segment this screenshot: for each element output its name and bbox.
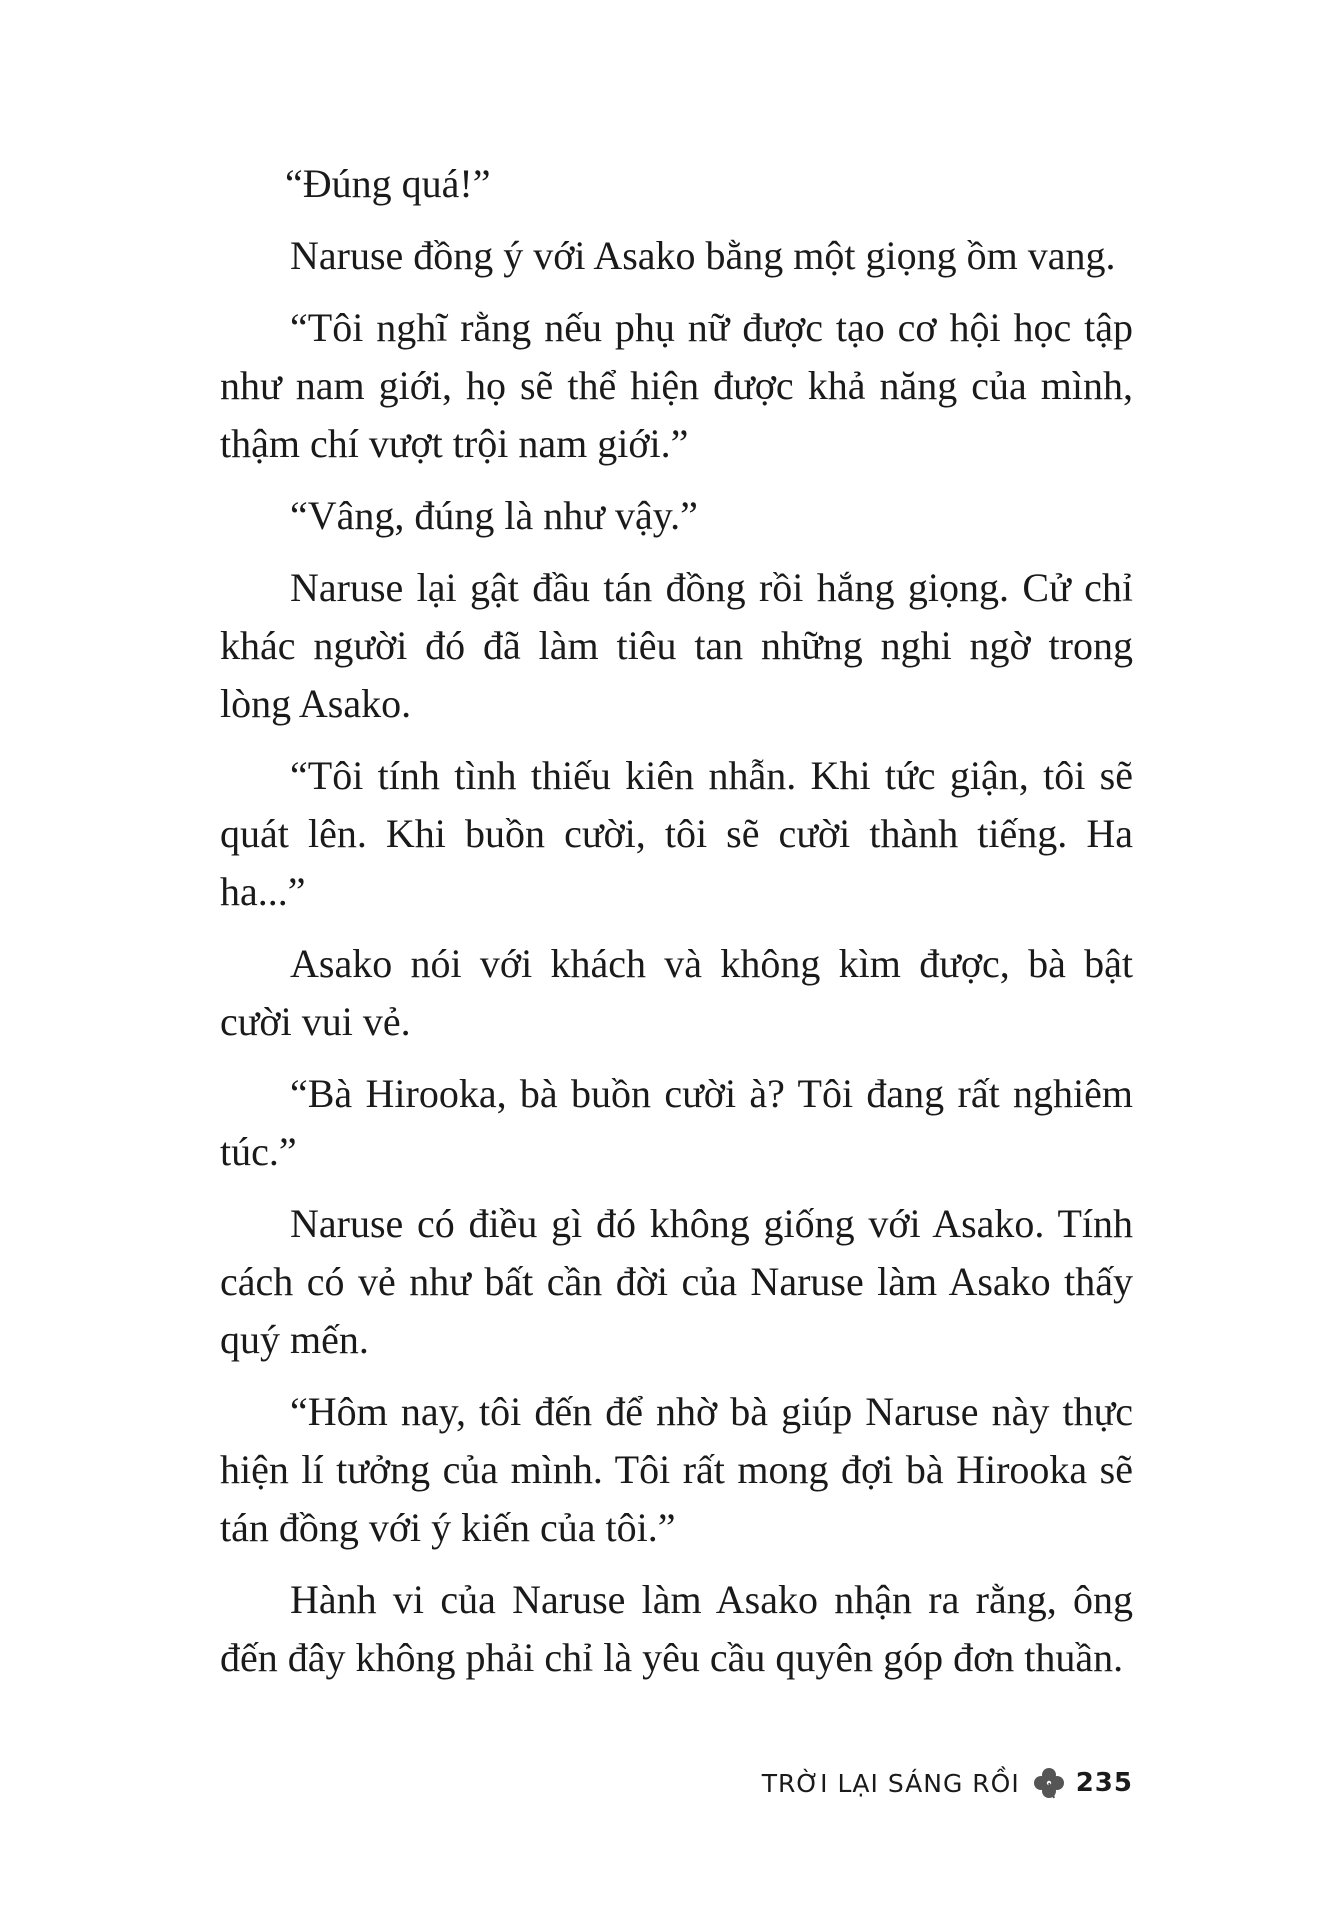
clover-icon — [1032, 1766, 1066, 1800]
paragraph-6: “Tôi tính tình thiếu kiên nhẫn. Khi tức giận, tôi sẽ quát lên. Khi buồn cười, tôi sẽ cười thành tiếng. Ha ha...” — [220, 753, 1133, 914]
paragraph-1: “Đúng quá!” — [285, 161, 491, 206]
running-title: TRỜI LẠI SÁNG RỒI — [761, 1768, 1020, 1798]
page-body — [220, 155, 1133, 1701]
paragraph-7: Asako nói với khách và không kìm được, bà bật cười vui vẻ. — [220, 941, 1133, 1044]
paragraph-2: Naruse đồng ý với Asako bằng một giọng ồm vang. — [290, 233, 1116, 278]
paragraph-11: Hành vi của Naruse làm Asako nhận ra rằng, ông đến đây không phải chỉ là yêu cầu quyên góp đơn thuần. — [220, 1577, 1133, 1680]
paragraph-5: Naruse lại gật đầu tán đồng rồi hắng giọng. Cử chỉ khác người đó đã làm tiêu tan những nghi ngờ trong lòng Asako. — [220, 565, 1133, 726]
page-number: 235 — [1075, 1768, 1133, 1798]
paragraph-8: “Bà Hirooka, bà buồn cười à? Tôi đang rất nghiêm túc.” — [220, 1071, 1133, 1174]
paragraph-9: Naruse có điều gì đó không giống với Asako. Tính cách có vẻ như bất cần đời của Naruse làm Asako thấy quý mến. — [220, 1201, 1133, 1362]
paragraph-10: “Hôm nay, tôi đến để nhờ bà giúp Naruse này thực hiện lí tưởng của mình. Tôi rất mong đợi bà Hirooka sẽ tán đồng với ý kiến của tôi.” — [220, 1389, 1133, 1550]
paragraph-3: “Tôi nghĩ rằng nếu phụ nữ được tạo cơ hội học tập như nam giới, họ sẽ thể hiện được khả năng của mình, thậm chí vượt trội nam giới.” — [220, 305, 1133, 466]
paragraph-4: “Vâng, đúng là như vậy.” — [290, 493, 698, 538]
page-footer — [762, 1766, 1133, 1800]
